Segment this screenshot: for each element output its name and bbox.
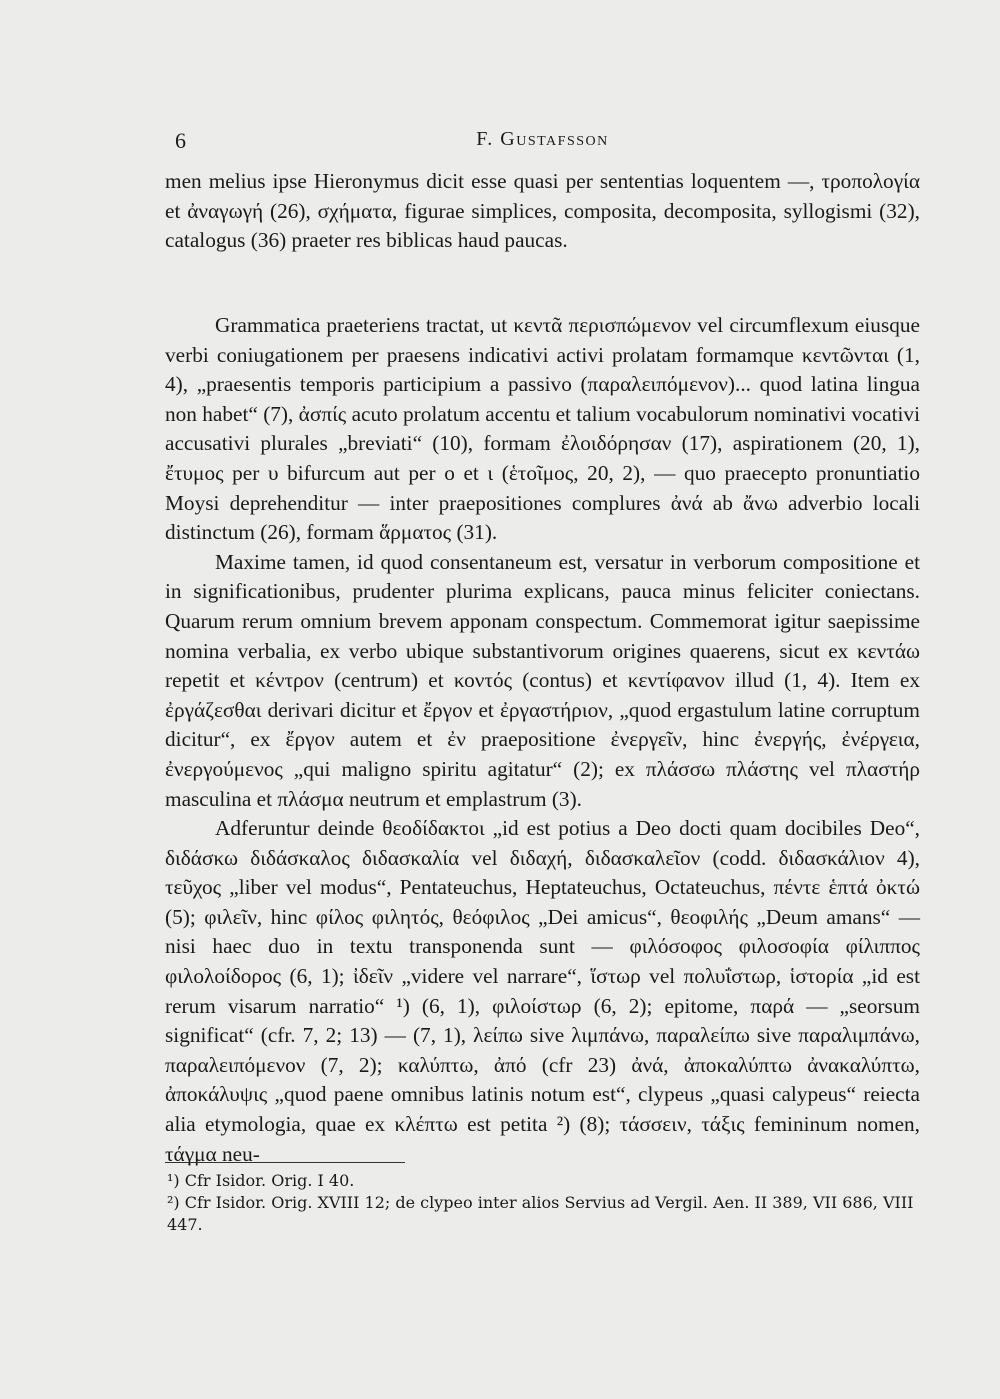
paragraph: men melius ipse Hieronymus dicit esse quasi per sententias loquentem —, τροπολογία et ἀναγωγή (26), σχήματα, figurae simplices, composita, decomposita, syllogismi (32), catalogus (36) praeter res biblicas haud paucas. xyxy=(165,169,920,253)
footnote: ²) Cfr Isidor. Orig. XVIII 12; de clypeo inter alios Servius ad Vergil. Aen. II 389, VII 686, VIII 447. xyxy=(167,1193,914,1234)
footnote-divider xyxy=(165,1162,405,1163)
paragraph: Maxime tamen, id quod consentaneum est, versatur in verborum compositione et in significationibus, prudenter plurima explicans, pauca minus feliciter coniectans. Quarum rerum omnium brevem apponam conspectum. Commemorat igitur saepissime nomina verbalia, ex verbo ubique substantivorum origines quaerens, sicut ex κεντάω repetit et κέντρον (centrum) et κοντός (contus) et κεντίφανον illud (1, 4). Item ex ἐργάζεσθαι derivari dicitur et ἔργον et ἐργαστήριον, „quod ergastulum latine corruptum dicitur“, ex ἔργον autem et ἐν praepositione ἐνεργεῖν, hinc ἐνεργής, ἐνέργεια, ἐνεργούμενος „qui maligno spiritu agitatur“ (2); ex πλάσσω πλάστης vel πλαστήρ masculina et πλάσμα neutrum et emplastrum (3). xyxy=(165,549,920,811)
paragraph: Adferuntur deinde θεοδίδακτοι „id est potius a Deo docti quam docibiles Deo“, διδάσκω διδάσκαλος διδασκαλία vel διδαχή, διδασκαλεῖον (codd. διδασκάλιον 4), τεῦχος „liber vel modus“, Pentateuchus, Heptateuchus, Octateuchus, πέντε ἑπτά ὀκτώ (5); φιλεῖν, hinc φίλος φιλητός, θεόφιλος „Dei amicus“, θεοφιλής „Deum amans“ — nisi haec duo in textu transponenda sunt — φιλόσοφος φιλοσοφία φίλιππος φιλολοίδορος (6, 1); ἰδεῖν „videre vel narrare“, ἵστωρ vel πολυΐστωρ, ἱστορία „id est rerum visarum narratio“ ¹) (6, 1), φιλοίστωρ (6, 2); epitome, παρά — „seorsum significat“ (cfr. 7, 2; 13) — (7, 1), λείπω sive λιμπάνω, παραλείπω sive παραλιμπάνω, παραλειπόμενον (7, 2); καλύπτω, ἀπό (cfr 23) ἀνά, ἀποκαλύπτω ἀνακαλύπτω, ἀποκάλυψις „quod paene omnibus latinis notum est“, clypeus „quasi calypeus“ reiecta alia etymologia, quae ex κλέπτω est petita ²) (8); τάσσειν, τάξις femininum nomen, τάγμα neu- xyxy=(165,816,920,1166)
running-head: F. Gustafsson xyxy=(476,128,609,150)
paragraph: Grammatica praeteriens tractat, ut κεντᾶ περισπώμενον vel circumflexum eiusque verbi coniugationem per praesens indicativi activi prolatam formamque κεντῶνται (1, 4), „praesentis temporis participium a passivo (παραλειπόμενον)... quod latina lingua non habet“ (7), ἀσπίς acuto prolatum accentu et talium vocabulorum nominativi vocativi accusativi plurales „breviati“ (10), formam ἐλοιδόρησαν (17), aspirationem (20, 1), ἔτυμος per υ bifurcum aut per ο et ι (ἑτοῖμος, 20, 2), — quo praecepto pronuntiatio Moysi deprehenditur — inter praepositiones complures ἀνά ab ἄνω adverbio locali distinctum (26), formam ἅρματος (31). xyxy=(165,313,920,545)
footnotes xyxy=(165,1170,925,1236)
body-text xyxy=(165,311,920,1169)
body-text-top xyxy=(165,167,920,256)
page-header xyxy=(165,128,920,158)
footnote: ¹) Cfr Isidor. Orig. I 40. xyxy=(167,1171,355,1190)
page-number: 6 xyxy=(175,128,186,153)
